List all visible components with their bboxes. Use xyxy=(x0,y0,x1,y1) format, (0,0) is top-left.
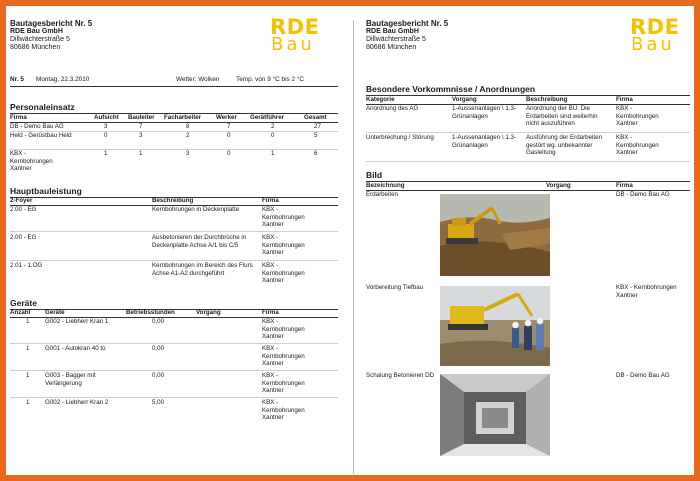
personal-col-firma: Firma xyxy=(10,114,27,121)
company-name-right: RDE Bau GmbH xyxy=(366,28,419,35)
cell-werker: 7 xyxy=(227,123,231,130)
geraete-col-firma: Firma xyxy=(262,309,279,316)
cell-anzahl: 1 xyxy=(26,345,30,352)
cell-firma: KBX - Kernbohrungen Xantner xyxy=(262,372,305,394)
cell-firma: KBX - Kernbohrungen Xantner xyxy=(262,206,305,228)
cell-geraet: G002 - Liebherr Kran 1 xyxy=(45,318,109,325)
personal-table-header xyxy=(10,114,338,123)
geraete-col-vorgang: Vorgang xyxy=(196,309,221,316)
photo-schalung xyxy=(440,374,550,456)
cell-beschreibung: Ausbetonieren der Durchbrüche in Deckenplatte Achse A/1 bis C/5 xyxy=(152,234,247,249)
page-divider xyxy=(353,20,354,474)
logo-line1: RDE xyxy=(270,15,320,39)
hauptbau-col-bereich: 2-Foyer xyxy=(10,197,33,204)
cell-geraetfuehrer: 1 xyxy=(271,150,275,157)
personal-col-bauleiter: Bauleiter xyxy=(128,114,155,121)
report-number: Nr. 5 xyxy=(10,76,24,83)
cell-geraet: G002 - Liebherr Kran 2 xyxy=(45,399,109,406)
table-row xyxy=(10,206,338,232)
bild-col-bezeichnung: Bezeichnung xyxy=(366,182,405,189)
cell-geraet: G001 - Autokran 40 to xyxy=(45,345,106,352)
company-street-right: Dillwächterstraße 5 xyxy=(366,36,426,43)
table-row xyxy=(10,318,338,344)
table-row xyxy=(10,123,338,132)
company-city-right: 80686 München xyxy=(366,44,417,51)
cell-werker: 0 xyxy=(227,150,231,157)
cell-firma: DB - Demo Bau AG xyxy=(10,123,64,130)
rde-bau-logo xyxy=(270,15,320,55)
table-row xyxy=(366,105,690,133)
cell-kategorie: Anordnung des AG xyxy=(366,105,419,112)
besondere-col-beschreibung: Beschreibung xyxy=(526,96,568,103)
personal-col-geraetfuehrer: Gerätführer xyxy=(250,114,285,121)
report-date: Montag, 22.3.2010 xyxy=(36,76,90,83)
personal-col-aufsicht: Aufsicht xyxy=(94,114,119,121)
hauptbau-section-title: Hauptbauleistung xyxy=(10,186,338,198)
cell-kategorie: Unterbrechung / Störung xyxy=(366,134,434,141)
besondere-section-title: Besondere Vorkommnisse / Anordnungen xyxy=(366,84,690,96)
table-row xyxy=(10,399,338,426)
cell-bereich: 2.00 - EG xyxy=(10,206,37,213)
cell-facharbeiter: 2 xyxy=(186,132,190,139)
cell-firma: DB - Demo Bau AG xyxy=(616,191,670,198)
cell-firma: KBX - Kernbohrungen Xantner xyxy=(262,399,305,421)
cell-beschreibung: Kernbohrungen im Bereich des Flurs Achse A1-A2 durchgeführt xyxy=(152,262,253,277)
cell-firma: KBX - Kernbohrungen Xantner xyxy=(10,150,53,172)
cell-facharbeiter: 8 xyxy=(186,123,190,130)
cell-betriebsstunden: 5,00 xyxy=(152,399,165,406)
bild-col-vorgang: Vorgang xyxy=(546,182,571,189)
report-title: Bautagesbericht Nr. 5 xyxy=(10,19,93,28)
cell-beschreibung: Ausführung der Erdarbeiten gestört wg. unbekannter Gasleitung xyxy=(526,134,603,156)
report-title-right: Bautagesbericht Nr. 5 xyxy=(366,19,449,28)
cell-bereich: 2.00 - EG xyxy=(10,234,37,241)
personal-col-gesamt: Gesamt xyxy=(304,114,327,121)
hauptbau-table-header xyxy=(10,197,338,206)
table-row xyxy=(366,134,690,162)
cell-bereich: 2.01 - 1.OG xyxy=(10,262,43,269)
cell-vorgang: 1-Aussenanlagen \ 1.3-Grünanlagen xyxy=(452,105,516,120)
cell-bezeichnung: Erdarbeiten xyxy=(366,191,398,198)
report-header-right xyxy=(366,20,448,52)
cell-firma: KBX - Kernbohrungen Xantner xyxy=(262,234,305,256)
cell-facharbeiter: 3 xyxy=(186,150,190,157)
cell-firma: KBX - Kernbohrungen Xantner xyxy=(616,105,659,127)
table-row xyxy=(10,234,338,261)
hauptbau-col-beschreibung: Beschreibung xyxy=(152,197,194,204)
cell-gesamt: 27 xyxy=(314,123,321,130)
cell-anzahl: 1 xyxy=(26,372,30,379)
personal-section-title: Personaleinsatz xyxy=(10,102,338,114)
table-row xyxy=(10,345,338,371)
cell-gesamt: 5 xyxy=(314,132,318,139)
cell-firma: KBX - Kernbohrungen Xantner xyxy=(262,345,305,367)
besondere-col-firma: Firma xyxy=(616,96,633,103)
temperature: Temp. von 9 °C bis 2 °C xyxy=(236,76,304,83)
cell-aufsicht: 0 xyxy=(104,132,108,139)
cell-bauleiter: 3 xyxy=(139,132,143,139)
logo-line1-right: RDE xyxy=(630,15,680,39)
cell-anzahl: 1 xyxy=(26,399,30,406)
cell-beschreibung: Kernbohrungen in Deckenplatte xyxy=(152,206,240,213)
table-row xyxy=(10,372,338,398)
geraete-table-header xyxy=(10,309,338,318)
bild-col-firma: Firma xyxy=(616,182,633,189)
cell-bauleiter: 7 xyxy=(139,123,143,130)
cell-geraetfuehrer: 2 xyxy=(271,123,275,130)
left-page xyxy=(6,6,350,475)
geraete-section-title: Geräte xyxy=(10,298,338,310)
bild-table-header xyxy=(366,182,690,191)
cell-firma: KBX - Kernbohrungen Xantner xyxy=(262,262,305,284)
cell-betriebsstunden: 0,00 xyxy=(152,318,165,325)
cell-firma: KBX - Kernbohrungen Xantner xyxy=(262,318,305,340)
personal-col-facharbeiter: Facharbeiter xyxy=(164,114,202,121)
geraete-col-anzahl: Anzahl xyxy=(10,309,31,316)
right-page xyxy=(362,6,694,475)
cell-firma: KBX - Kernbohrungen Xantner xyxy=(616,284,677,299)
cell-betriebsstunden: 0,00 xyxy=(152,345,165,352)
cell-firma: Held - Gerüstbau Held xyxy=(10,132,72,139)
company-street: Dillwächterstraße 5 xyxy=(10,36,70,43)
besondere-col-vorgang: Vorgang xyxy=(452,96,477,103)
cell-bauleiter: 1 xyxy=(139,150,143,157)
hauptbau-col-firma: Firma xyxy=(262,197,279,204)
logo-line2: Bau xyxy=(271,33,315,55)
besondere-table-header xyxy=(366,96,690,105)
cell-bezeichnung: Vorbereitung Tiefbau xyxy=(366,284,424,291)
besondere-col-kategorie: Kategorie xyxy=(366,96,395,103)
table-row xyxy=(10,262,338,288)
cell-geraet: G003 - Bagger mit Verlängerung xyxy=(45,372,96,387)
cell-anzahl: 1 xyxy=(26,318,30,325)
table-row xyxy=(10,150,338,176)
photo-vorbereitung-tiefbau xyxy=(440,286,550,366)
report-meta xyxy=(10,76,338,87)
cell-beschreibung: Anordnung der BÜ: Die Erdarbeiten sind weiterhin nicht auszuführen xyxy=(526,105,598,127)
cell-firma: KBX - Kernbohrungen Xantner xyxy=(616,134,659,156)
company-name: RDE Bau GmbH xyxy=(10,28,63,35)
report-header xyxy=(10,20,92,52)
cell-vorgang: 1-Aussenanlagen \ 1.3-Grünanlagen xyxy=(452,134,516,149)
rde-bau-logo-right xyxy=(630,15,680,55)
cell-bezeichnung: Schalung Betonieren DD xyxy=(366,372,435,379)
cell-firma: DB - Demo Bau AG xyxy=(616,372,670,379)
photo-erdarbeiten xyxy=(440,194,550,276)
cell-werker: 0 xyxy=(227,132,231,139)
cell-aufsicht: 3 xyxy=(104,123,108,130)
table-row xyxy=(10,132,338,150)
cell-betriebsstunden: 0,00 xyxy=(152,372,165,379)
cell-aufsicht: 1 xyxy=(104,150,108,157)
report-frame xyxy=(6,6,694,475)
cell-gesamt: 6 xyxy=(314,150,318,157)
cell-geraetfuehrer: 0 xyxy=(271,132,275,139)
bild-section-title: Bild xyxy=(366,170,690,182)
weather: Wetter: Wolken xyxy=(176,76,220,83)
logo-line2-right: Bau xyxy=(631,33,675,55)
geraete-col-geraete: Geräte xyxy=(45,309,65,316)
geraete-col-betriebsstunden: Betriebsstunden xyxy=(126,309,175,316)
personal-col-werker: Werker xyxy=(216,114,237,121)
company-city: 80686 München xyxy=(10,44,61,51)
